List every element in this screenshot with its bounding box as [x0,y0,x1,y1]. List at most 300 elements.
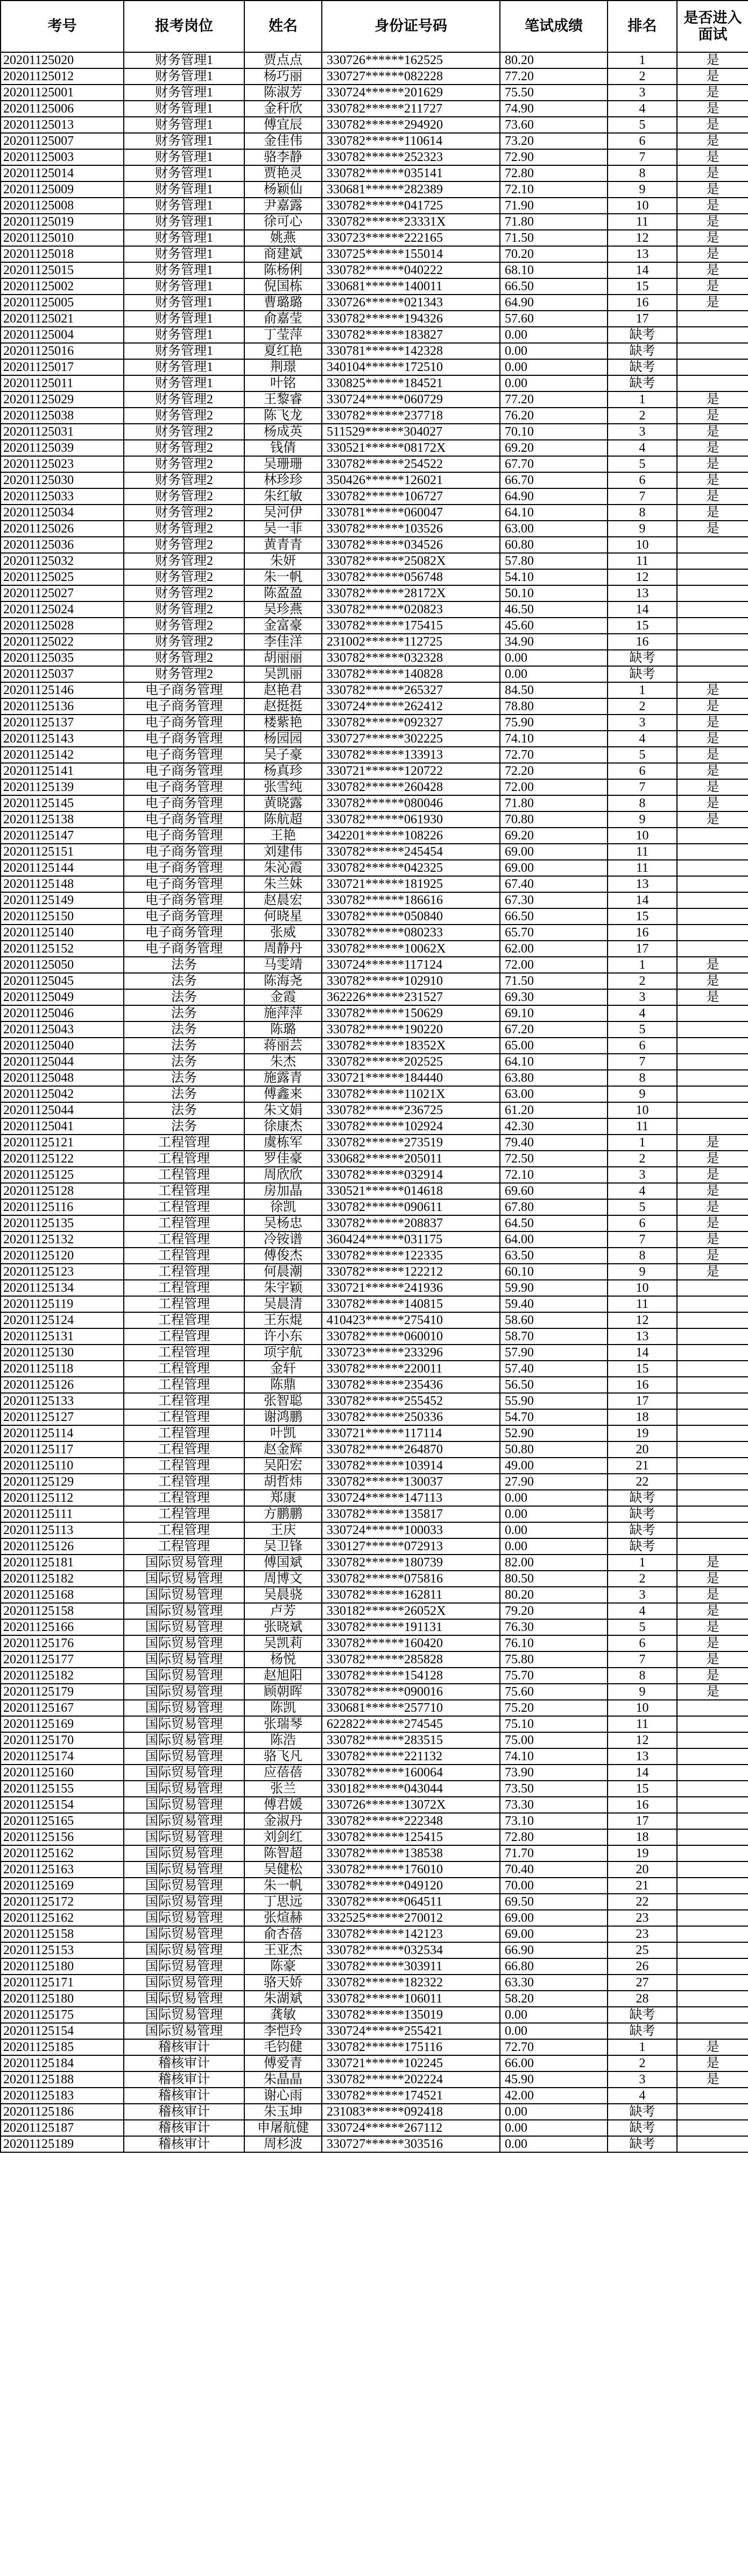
interview-cell [677,1732,748,1748]
interview-cell [677,1797,748,1813]
name-cell: 吴子豪 [244,747,322,763]
score-cell: 64.50 [500,1215,608,1231]
id-number-cell: 330725******155014 [322,246,500,262]
interview-cell: 是 [677,1199,748,1215]
interview-cell [677,1829,748,1845]
rank-cell: 缺考 [608,650,677,666]
rank-cell: 4 [608,1005,677,1021]
exam-number-cell: 20201125137 [1,715,124,731]
exam-number-cell: 20201125131 [1,1328,124,1345]
table-row [1,456,748,472]
interview-cell: 是 [677,1151,748,1167]
table-row [1,488,748,505]
score-cell: 75.80 [500,1651,608,1668]
rank-cell: 9 [608,1264,677,1280]
table-row [1,2120,748,2136]
interview-cell [677,343,748,359]
name-cell: 俞杏蓓 [244,1926,322,1942]
rank-cell: 2 [608,1571,677,1587]
interview-cell [677,1700,748,1716]
id-number-cell: 330721******181925 [322,876,500,892]
name-cell: 杨巧丽 [244,68,322,85]
interview-cell [677,1038,748,1054]
exam-number-cell: 20201125042 [1,1086,124,1102]
id-number-cell: 330782******254522 [322,456,500,472]
rank-cell: 1 [608,391,677,408]
rank-cell: 11 [608,214,677,230]
interview-cell: 是 [677,85,748,101]
id-number-cell: 330782******102910 [322,973,500,989]
score-cell: 0.00 [500,2104,608,2120]
table-row [1,1361,748,1377]
rank-cell: 13 [608,876,677,892]
position-cell: 国际贸易管理 [124,1910,244,1926]
score-cell: 27.90 [500,1474,608,1490]
name-cell: 陈杨俐 [244,262,322,278]
table-row [1,1635,748,1651]
interview-cell: 是 [677,52,748,68]
score-cell: 67.20 [500,1021,608,1038]
name-cell: 傅爱青 [244,2055,322,2071]
exam-number-cell: 20201125050 [1,957,124,973]
id-number-cell: 330782******11021X [322,1086,500,1102]
name-cell: 朱宇颖 [244,1280,322,1296]
id-number-cell: 330782******138538 [322,1845,500,1861]
table-row [1,876,748,892]
exam-number-cell: 20201125142 [1,747,124,763]
name-cell: 朱湖斌 [244,1991,322,2007]
position-cell: 财务管理1 [124,117,244,133]
score-cell: 45.90 [500,2071,608,2088]
table-row [1,521,748,537]
interview-cell [677,1716,748,1732]
table-row [1,165,748,181]
id-number-cell: 330782******040222 [322,262,500,278]
interview-cell [677,892,748,908]
name-cell: 何晨潮 [244,1264,322,1280]
position-cell: 国际贸易管理 [124,1748,244,1765]
rank-cell: 8 [608,1248,677,1264]
position-cell: 财务管理1 [124,343,244,359]
name-cell: 吴健松 [244,1861,322,1878]
table-row [1,505,748,521]
header-position: 报考岗位 [124,1,244,52]
exam-number-cell: 20201125141 [1,763,124,779]
exam-number-cell: 20201125153 [1,1942,124,1958]
name-cell: 陈智超 [244,1845,322,1861]
name-cell: 黄青青 [244,537,322,553]
rank-cell: 2 [608,1151,677,1167]
interview-cell: 是 [677,408,748,424]
score-cell: 72.80 [500,1829,608,1845]
position-cell: 国际贸易管理 [124,1829,244,1845]
name-cell: 楼紫艳 [244,715,322,731]
interview-cell [677,1813,748,1829]
exam-number-cell: 20201125138 [1,811,124,828]
interview-cell [677,941,748,957]
id-number-cell: 330782******122335 [322,1248,500,1264]
id-number-cell: 330782******133913 [322,747,500,763]
exam-number-cell: 20201125130 [1,1345,124,1361]
name-cell: 吴凯莉 [244,1635,322,1651]
name-cell: 吴珊珊 [244,456,322,472]
table-row [1,424,748,440]
table-row [1,844,748,860]
table-row [1,1991,748,2007]
table-row [1,2023,748,2039]
position-cell: 工程管理 [124,1280,244,1296]
rank-cell: 9 [608,1086,677,1102]
interview-cell [677,1861,748,1878]
score-cell: 50.80 [500,1441,608,1458]
position-cell: 法务 [124,957,244,973]
exam-number-cell: 20201125045 [1,973,124,989]
name-cell: 金霞 [244,989,322,1005]
table-row [1,246,748,262]
name-cell: 刘建伟 [244,844,322,860]
name-cell: 吴晨骁 [244,1587,322,1603]
exam-number-cell: 20201125004 [1,327,124,343]
interview-cell [677,1312,748,1328]
score-cell: 66.50 [500,278,608,295]
table-row [1,1506,748,1522]
exam-number-cell: 20201125185 [1,2039,124,2055]
score-cell: 0.00 [500,1490,608,1506]
exam-number-cell: 20201125039 [1,440,124,456]
exam-number-cell: 20201125110 [1,1458,124,1474]
interview-cell [677,1522,748,1538]
exam-number-cell: 20201125151 [1,844,124,860]
id-number-cell: 330782******080233 [322,925,500,941]
id-number-cell: 330782******075816 [322,1571,500,1587]
interview-cell [677,1054,748,1070]
id-number-cell: 330782******110614 [322,133,500,149]
score-cell: 70.00 [500,1878,608,1894]
exam-number-cell: 20201125038 [1,408,124,424]
exam-number-cell: 20201125010 [1,230,124,246]
score-cell: 54.10 [500,569,608,585]
table-row [1,1538,748,1555]
table-row [1,1716,748,1732]
id-number-cell: 330782******049120 [322,1878,500,1894]
interview-cell: 是 [677,1684,748,1700]
interview-cell [677,1506,748,1522]
position-cell: 工程管理 [124,1231,244,1248]
position-cell: 财务管理2 [124,634,244,650]
table-row [1,1894,748,1910]
id-number-cell: 330724******117124 [322,957,500,973]
position-cell: 国际贸易管理 [124,1845,244,1861]
table-row [1,1345,748,1361]
score-cell: 64.90 [500,295,608,311]
table-row [1,181,748,198]
exam-number-cell: 20201125028 [1,618,124,634]
table-row [1,715,748,731]
name-cell: 叶凯 [244,1425,322,1441]
rank-cell: 4 [608,440,677,456]
name-cell: 丁莹萍 [244,327,322,343]
score-cell: 73.50 [500,1781,608,1797]
name-cell: 张煊赫 [244,1910,322,1926]
interview-cell [677,311,748,327]
interview-cell [677,1474,748,1490]
id-number-cell: 330782******252323 [322,149,500,165]
position-cell: 国际贸易管理 [124,1765,244,1781]
position-cell: 财务管理2 [124,456,244,472]
rank-cell: 28 [608,1991,677,2007]
score-cell: 56.50 [500,1377,608,1393]
interview-cell: 是 [677,2055,748,2071]
interview-cell: 是 [677,1555,748,1571]
table-row [1,311,748,327]
position-cell: 国际贸易管理 [124,1732,244,1748]
interview-cell: 是 [677,811,748,828]
id-number-cell: 330726******162525 [322,52,500,68]
name-cell: 杨真珍 [244,763,322,779]
score-cell: 0.00 [500,1522,608,1538]
exam-number-cell: 20201125012 [1,68,124,85]
rank-cell: 3 [608,715,677,731]
exam-number-cell: 20201125162 [1,1845,124,1861]
interview-cell [677,1005,748,1021]
exam-number-cell: 20201125126 [1,1377,124,1393]
score-cell: 0.00 [500,2023,608,2039]
exam-number-cell: 20201125119 [1,1296,124,1312]
name-cell: 朱沁霞 [244,860,322,876]
exam-number-cell: 20201125181 [1,1555,124,1571]
table-row [1,1926,748,1942]
exam-number-cell: 20201125017 [1,359,124,375]
rank-cell: 26 [608,1958,677,1975]
table-row [1,149,748,165]
id-number-cell: 622822******274545 [322,1716,500,1732]
score-cell: 73.20 [500,133,608,149]
id-number-cell: 330782******220011 [322,1361,500,1377]
id-number-cell: 330782******255452 [322,1393,500,1409]
position-cell: 财务管理2 [124,553,244,569]
id-number-cell: 330782******180739 [322,1555,500,1571]
score-cell: 67.70 [500,456,608,472]
position-cell: 财务管理1 [124,68,244,85]
score-cell: 69.00 [500,1910,608,1926]
rank-cell: 2 [608,698,677,715]
id-number-cell: 330782******175116 [322,2039,500,2055]
position-cell: 法务 [124,1086,244,1102]
id-number-cell: 330782******18352X [322,1038,500,1054]
position-cell: 电子商务管理 [124,876,244,892]
interview-cell [677,2088,748,2104]
score-cell: 0.00 [500,2007,608,2023]
position-cell: 工程管理 [124,1215,244,1231]
position-cell: 国际贸易管理 [124,1684,244,1700]
interview-cell: 是 [677,698,748,715]
score-cell: 76.10 [500,1635,608,1651]
interview-cell [677,569,748,585]
interview-cell [677,327,748,343]
rank-cell: 5 [608,1619,677,1635]
position-cell: 电子商务管理 [124,908,244,925]
exam-number-cell: 20201125022 [1,634,124,650]
interview-cell [677,860,748,876]
table-row [1,133,748,149]
exam-number-cell: 20201125020 [1,52,124,68]
table-row [1,1280,748,1296]
name-cell: 周杉波 [244,2136,322,2152]
table-row [1,1102,748,1118]
score-cell: 70.40 [500,1861,608,1878]
name-cell: 张雪纯 [244,779,322,795]
position-cell: 电子商务管理 [124,779,244,795]
id-number-cell: 330782******035141 [322,165,500,181]
table-row [1,908,748,925]
score-cell: 75.90 [500,715,608,731]
exam-number-cell: 20201125177 [1,1651,124,1668]
interview-cell: 是 [677,1215,748,1231]
id-number-cell: 340104******172510 [322,359,500,375]
rank-cell: 5 [608,1021,677,1038]
table-row [1,2039,748,2055]
exam-number-cell: 20201125041 [1,1118,124,1135]
position-cell: 法务 [124,973,244,989]
interview-cell [677,537,748,553]
exam-number-cell: 20201125125 [1,1167,124,1183]
position-cell: 电子商务管理 [124,715,244,731]
interview-cell [677,1894,748,1910]
id-number-cell: 330782******130037 [322,1474,500,1490]
interview-cell: 是 [677,133,748,149]
table-row [1,1732,748,1748]
name-cell: 金佳伟 [244,133,322,149]
position-cell: 财务管理1 [124,327,244,343]
id-number-cell: 330782******285828 [322,1651,500,1668]
name-cell: 金淑丹 [244,1813,322,1829]
position-cell: 财务管理2 [124,521,244,537]
interview-cell: 是 [677,1635,748,1651]
score-cell: 57.40 [500,1361,608,1377]
score-cell: 63.30 [500,1975,608,1991]
exam-number-cell: 20201125037 [1,666,124,682]
rank-cell: 14 [608,892,677,908]
exam-number-cell: 20201125144 [1,860,124,876]
rank-cell: 4 [608,731,677,747]
table-row [1,1490,748,1506]
exam-number-cell: 20201125189 [1,2136,124,2152]
table-row [1,1054,748,1070]
id-number-cell: 330782******28172X [322,585,500,601]
table-row [1,230,748,246]
exam-number-cell: 20201125176 [1,1635,124,1651]
rank-cell: 6 [608,472,677,488]
rank-cell: 缺考 [608,2136,677,2152]
position-cell: 工程管理 [124,1248,244,1264]
position-cell: 国际贸易管理 [124,1716,244,1732]
name-cell: 黄晓露 [244,795,322,811]
interview-cell [677,618,748,634]
exam-number-cell: 20201125027 [1,585,124,601]
name-cell: 陈璐 [244,1021,322,1038]
id-number-cell: 330681******282389 [322,181,500,198]
table-row [1,763,748,779]
table-row [1,601,748,618]
exam-number-cell: 20201125134 [1,1280,124,1296]
id-number-cell: 330724******267112 [322,2120,500,2136]
rank-cell: 11 [608,860,677,876]
score-cell: 70.20 [500,246,608,262]
exam-number-cell: 20201125025 [1,569,124,585]
interview-cell [677,1021,748,1038]
rank-cell: 16 [608,1797,677,1813]
id-number-cell: 330782******160420 [322,1635,500,1651]
interview-cell: 是 [677,1668,748,1684]
table-row [1,117,748,133]
interview-cell [677,666,748,682]
header-interview: 是否进入面试 [677,1,748,52]
position-cell: 财务管理2 [124,618,244,634]
id-number-cell: 330782******135019 [322,2007,500,2023]
id-number-cell: 330781******142328 [322,343,500,359]
id-number-cell: 330781******060047 [322,505,500,521]
rank-cell: 13 [608,1748,677,1765]
position-cell: 电子商务管理 [124,682,244,698]
rank-cell: 9 [608,181,677,198]
score-cell: 50.10 [500,585,608,601]
table-row [1,1684,748,1700]
table-row [1,795,748,811]
position-cell: 国际贸易管理 [124,1555,244,1571]
interview-cell [677,2023,748,2039]
score-cell: 60.10 [500,1264,608,1280]
interview-cell [677,585,748,601]
position-cell: 工程管理 [124,1312,244,1328]
rank-cell: 14 [608,1765,677,1781]
table-row [1,472,748,488]
rank-cell: 21 [608,1458,677,1474]
rank-cell: 3 [608,1167,677,1183]
name-cell: 朱红敏 [244,488,322,505]
rank-cell: 1 [608,1555,677,1571]
rank-cell: 20 [608,1861,677,1878]
rank-cell: 19 [608,1845,677,1861]
score-cell: 70.10 [500,424,608,440]
table-row [1,214,748,230]
id-number-cell: 330724******201629 [322,85,500,101]
exam-number-cell: 20201125172 [1,1894,124,1910]
table-row [1,1781,748,1797]
interview-cell: 是 [677,1587,748,1603]
rank-cell: 27 [608,1975,677,1991]
rank-cell: 17 [608,1813,677,1829]
rank-cell: 缺考 [608,375,677,391]
position-cell: 国际贸易管理 [124,1958,244,1975]
interview-cell [677,844,748,860]
rank-cell: 1 [608,682,677,698]
table-row [1,747,748,763]
name-cell: 虞栋军 [244,1135,322,1151]
exam-number-cell: 20201125148 [1,876,124,892]
rank-cell: 11 [608,1716,677,1732]
rank-cell: 7 [608,779,677,795]
score-cell: 55.90 [500,1393,608,1409]
id-number-cell: 330182******043044 [322,1781,500,1797]
id-number-cell: 330724******060729 [322,391,500,408]
exam-number-cell: 20201125156 [1,1829,124,1845]
id-number-cell: 330782******294920 [322,117,500,133]
name-cell: 傅俊杰 [244,1248,322,1264]
exam-number-cell: 20201125011 [1,375,124,391]
name-cell: 张智聪 [244,1393,322,1409]
exam-number-cell: 20201125133 [1,1393,124,1409]
rank-cell: 23 [608,1926,677,1942]
